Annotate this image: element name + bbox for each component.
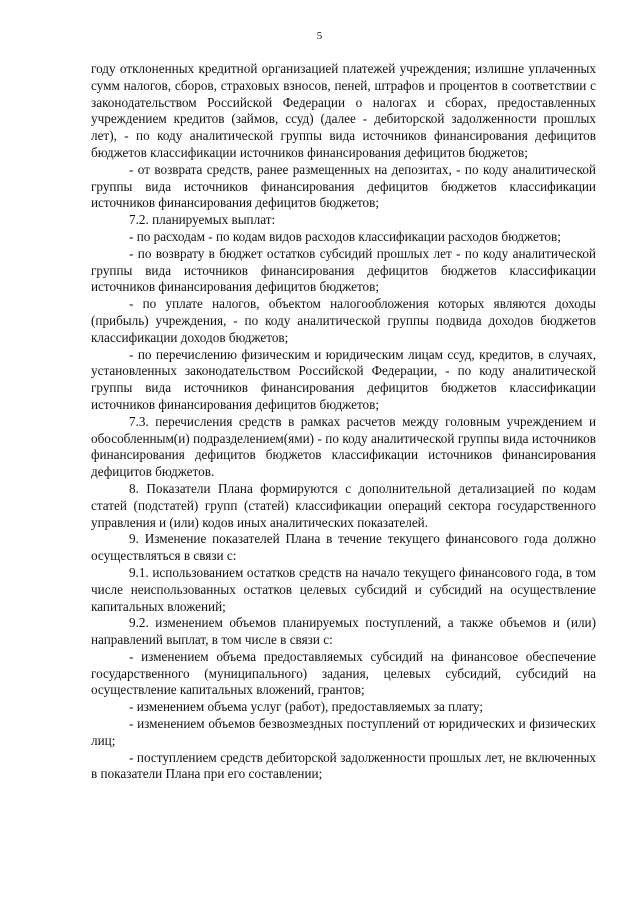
paragraph-taxes: - по уплате налогов, объектом налогообложения которых являются доходы (прибыль) учреждения, - по коду аналитической группы подвида доходов бюджетов классификации доходов бюджетов; <box>91 296 596 345</box>
paragraph-deposit-return: - от возврата средств, ранее размещенных на депозитах, - по коду аналитической группы вида источников финансирования дефицитов бюджетов классификации источников финансирования дефицитов бюджетов; <box>91 161 596 211</box>
paragraph-8: 8. Показатели Плана формируются с дополнительной детализацией по кодам статей (подстатей) групп (статей) классификации операций сектора государственного управления и (или) кодов иных аналитических показателей. <box>91 480 596 530</box>
paragraph-donations: - изменением объемов безвозмездных поступлений от юридических и физических лиц; <box>91 716 596 748</box>
paragraph-9: 9. Изменение показателей Плана в течение текущего финансового года должно осуществляться в связи с: <box>91 531 596 564</box>
document-body <box>91 61 596 783</box>
paragraph-subsidy-change: - изменением объема предоставляемых субсидий на финансовое обеспечение государственного (муниципального) задания, целевых субсидий, субсидий на осуществление капитальных вложений, грантов; <box>91 648 596 698</box>
paragraph-7-2-heading: 7.2. планируемых выплат: <box>129 212 276 228</box>
paragraph-9-1: 9.1. использованием остатков средств на начало текущего финансового года, в том числе неиспользованных остатков целевых субсидий и субсидий на осуществление капитальных вложений; <box>91 564 596 614</box>
paragraph-7-3: 7.3. перечисления средств в рамках расчетов между головным учреждением и обособленным(и) подразделением(ями) - по коду аналитической группы вида источников финансирования дефицитов бюджетов классификации источников финансирования дефицитов бюджетов. <box>91 413 596 480</box>
page-number: 5 <box>316 30 323 42</box>
paragraph-subsidy-return: - по возврату в бюджет остатков субсидий прошлых лет - по коду аналитической группы вида источников финансирования дефицитов бюджетов классификации источников финансирования дефицитов бюджетов; <box>91 245 596 295</box>
paragraph-expenses: - по расходам - по кодам видов расходов классификации расходов бюджетов; <box>129 228 561 244</box>
paragraph-paid-services: - изменением объема услуг (работ), предоставляемых за плату; <box>129 699 484 715</box>
paragraph-receivables: - поступлением средств дебиторской задолженности прошлых лет, не включенных в показатели Плана при его составлении; <box>91 749 596 782</box>
paragraph-9-2: 9.2. изменением объемов планируемых поступлений, а также объемов и (или) направлений выплат, в том числе в связи с: <box>91 615 596 648</box>
paragraph-loans: - по перечислению физическим и юридическим лицам ссуд, кредитов, в случаях, установленных законодательством Российской Федерации, - по коду аналитической группы вида источников финансирования дефицитов бюджетов классификации источников финансирования дефицитов бюджетов; <box>91 346 596 412</box>
paragraph-continuation: году отклоненных кредитной организацией платежей учреждения; излишне уплаченных сумм налогов, сборов, страховых взносов, пеней, штрафов и процентов в соответствии с законодательством Российской Федерации о налогах и сборах, предоставленных учреждением кредитов (займов, ссуд) (далее - дебиторской задолженности прошлых лет), - по коду аналитической группы вида источников финансирования дефицитов бюджетов классификации источников финансирования дефицитов бюджетов; <box>91 61 596 160</box>
